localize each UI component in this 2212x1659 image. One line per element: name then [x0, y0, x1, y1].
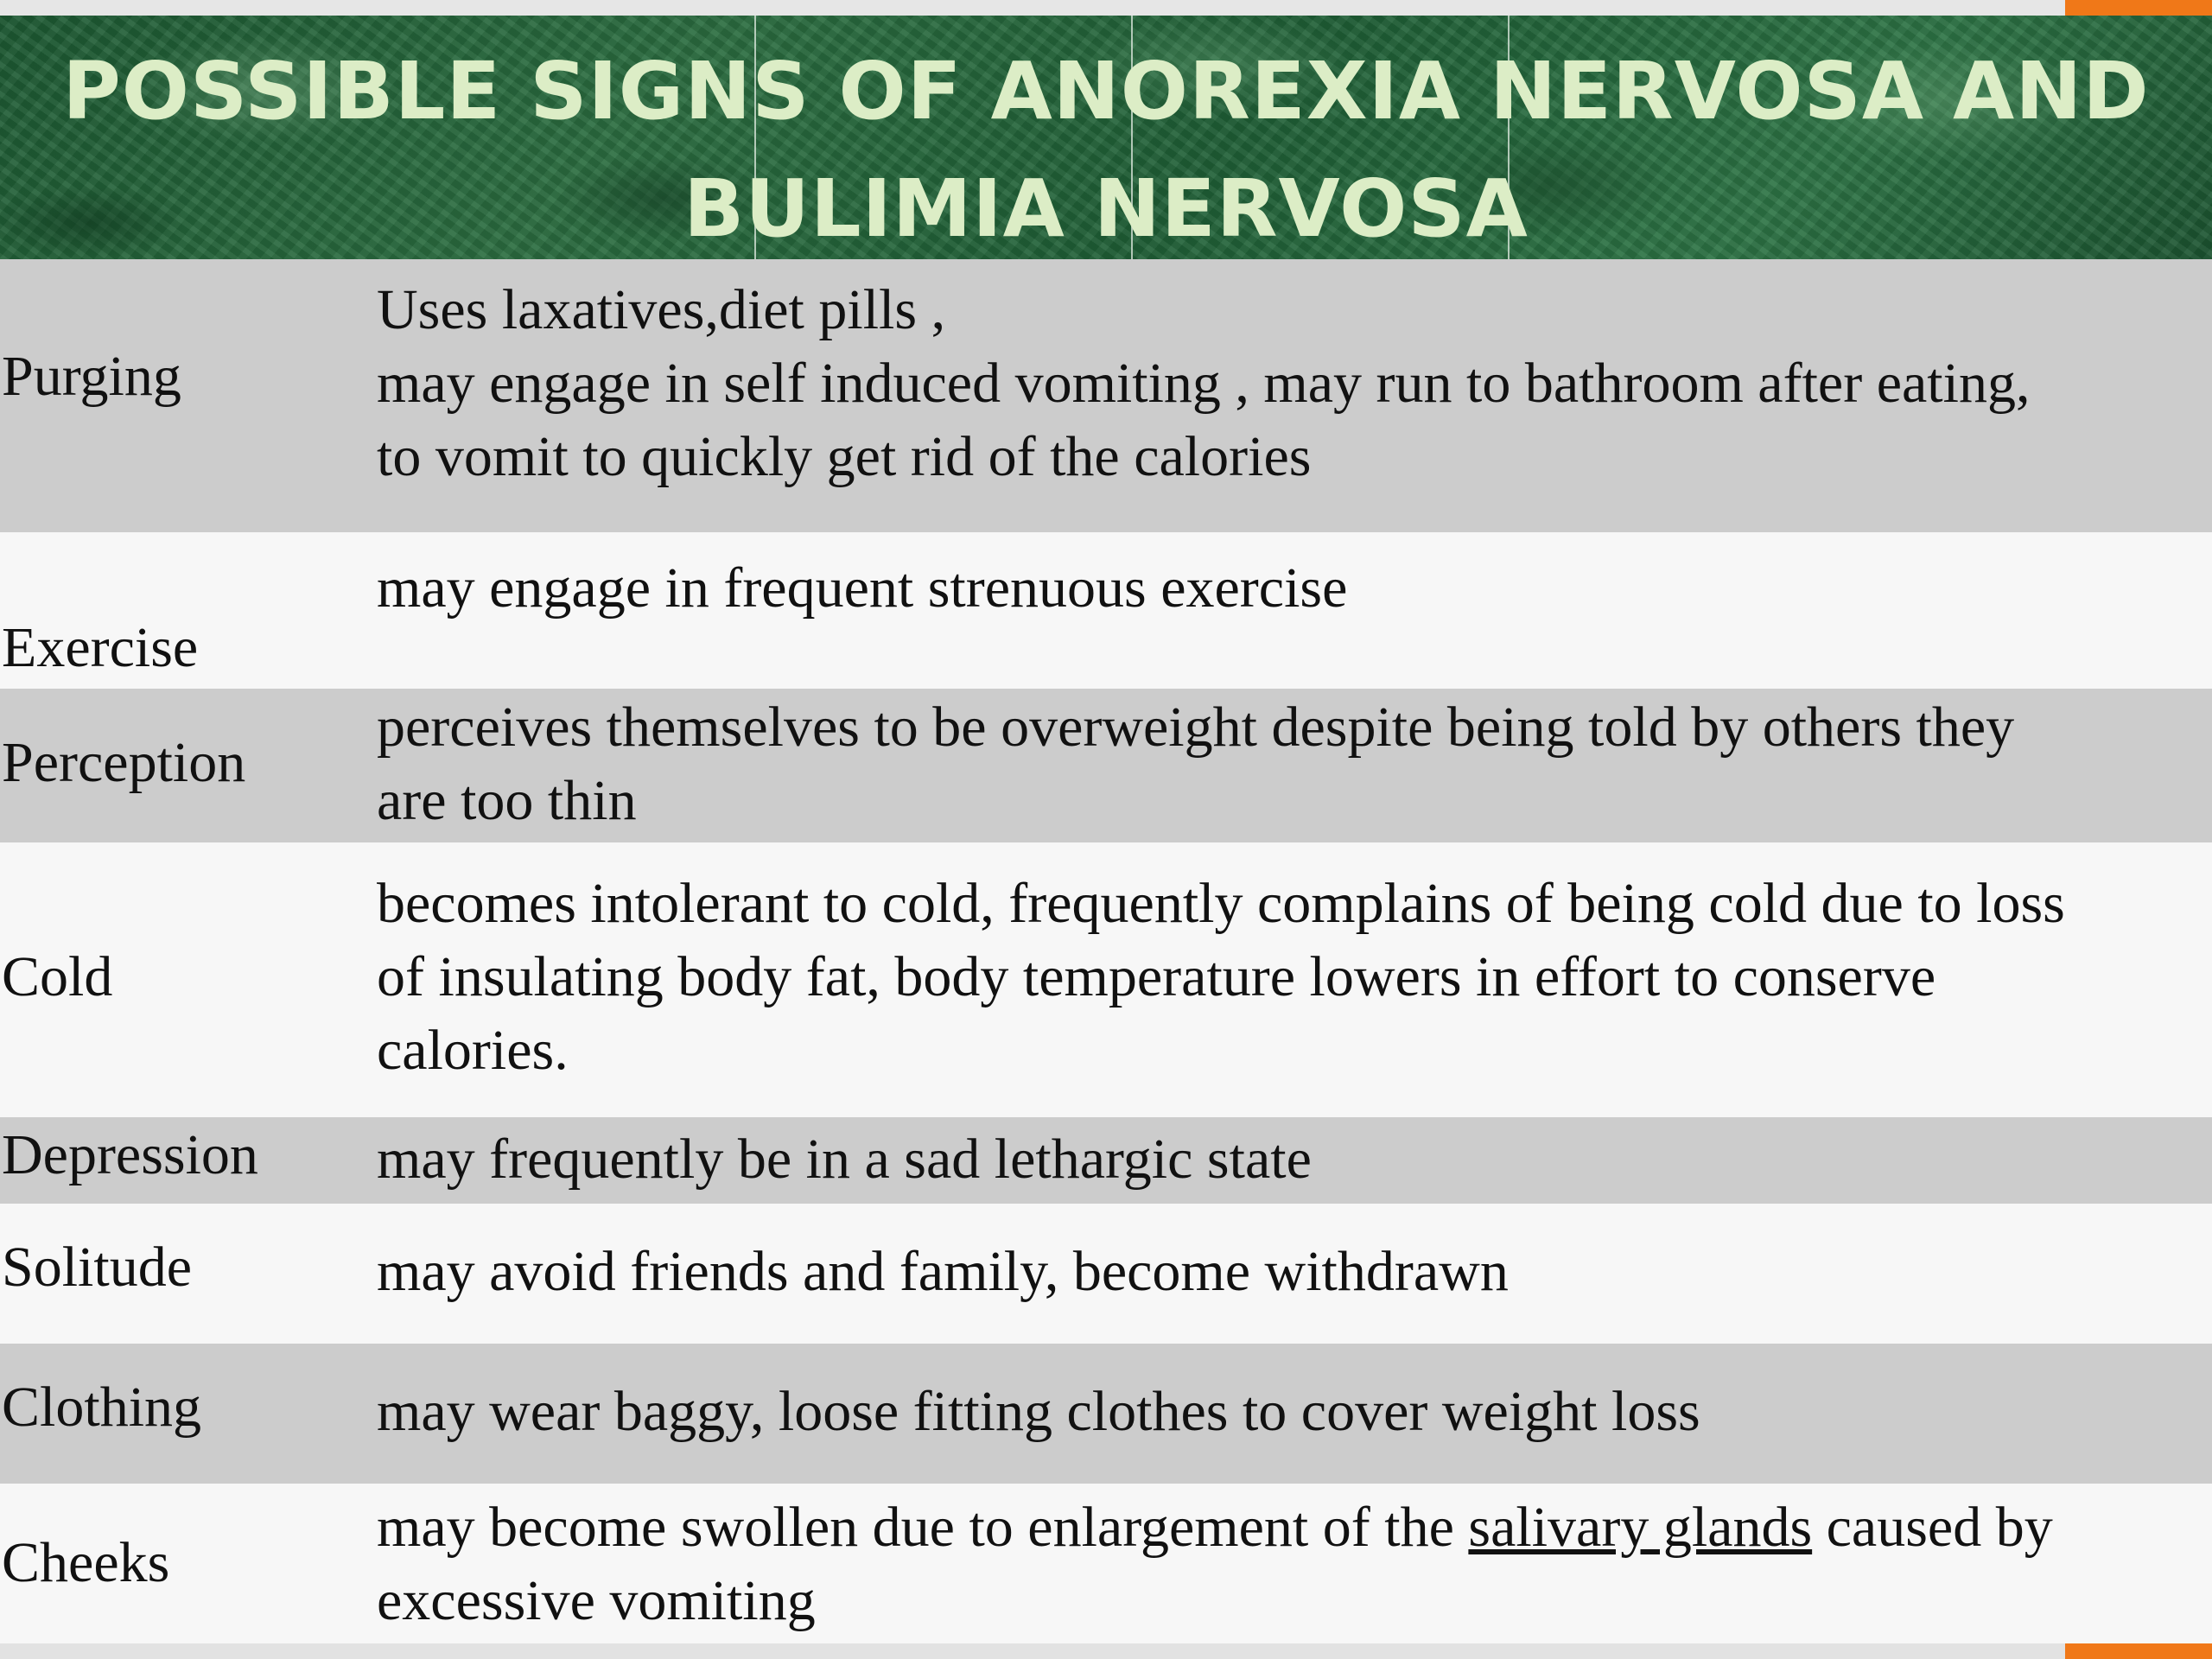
row-description [377, 690, 2195, 837]
row-description [377, 273, 2195, 493]
table-row-depression [0, 1117, 2212, 1204]
row-description [377, 1375, 2195, 1448]
table-row-solitude [0, 1204, 2212, 1344]
slide-title [0, 33, 2212, 259]
orange-accent-bottom [2065, 1643, 2212, 1659]
description-text: may become swollen due to enlargement of the [377, 1496, 1469, 1559]
row-label: Exercise [2, 616, 199, 679]
row-label: Solitude [2, 1236, 193, 1299]
description-line: to vomit to quickly get rid of the calories [377, 425, 1312, 488]
description-line: Uses laxatives,diet pills , [377, 278, 946, 341]
row-description [377, 1491, 2195, 1637]
table-row-exercise [0, 532, 2212, 689]
row-label: Depression [2, 1123, 258, 1186]
orange-accent-top [2065, 0, 2212, 16]
table-row-purging [0, 259, 2212, 532]
description-line: may engage in self induced vomiting , may run to bathroom after eating, [377, 352, 2031, 415]
title-banner [0, 16, 2212, 259]
description-line: may wear baggy, loose fitting clothes to cover weight loss [377, 1380, 1700, 1443]
slide-title-line-1: POSSIBLE SIGNS OF ANOREXIA NERVOSA AND [62, 45, 2150, 137]
description-line: of insulating body fat, body temperature lowers in effort to conserve [377, 945, 1936, 1008]
description-line: may frequently be in a sad lethargic state [377, 1128, 1312, 1191]
table-row-cheeks [0, 1484, 2212, 1643]
table-row-clothing [0, 1344, 2212, 1484]
table-row-cold [0, 842, 2212, 1117]
slide-title-line-2: BULIMIA NERVOSA [683, 162, 1529, 255]
description-line: are too thin [377, 769, 637, 832]
bottom-strip [0, 1643, 2212, 1659]
row-description [377, 1235, 2195, 1308]
slide [0, 16, 2212, 1643]
description-line: becomes intolerant to cold, frequently complains of being cold due to loss [377, 872, 2065, 935]
description-line: may engage in frequent strenuous exercise [377, 556, 1348, 620]
top-strip [0, 0, 2212, 16]
description-line: perceives themselves to be overweight despite being told by others they [377, 696, 2015, 759]
row-description [377, 1122, 2195, 1196]
row-description [377, 867, 2195, 1087]
description-line [377, 1491, 2195, 1564]
row-label: Cheeks [2, 1531, 170, 1594]
table-row-perception [0, 689, 2212, 842]
signs-table [0, 259, 2212, 1643]
row-description [377, 551, 2195, 625]
description-text: caused by [1812, 1496, 2053, 1559]
row-label: Clothing [2, 1376, 202, 1439]
row-label: Cold [2, 945, 113, 1008]
description-line: excessive vomiting [377, 1569, 816, 1632]
row-label: Purging [2, 345, 181, 408]
description-line: calories. [377, 1019, 569, 1082]
row-label: Perception [2, 731, 246, 794]
salivary-glands-link[interactable]: salivary glands [1468, 1496, 1813, 1559]
description-line: may avoid friends and family, become withdrawn [377, 1240, 1509, 1303]
